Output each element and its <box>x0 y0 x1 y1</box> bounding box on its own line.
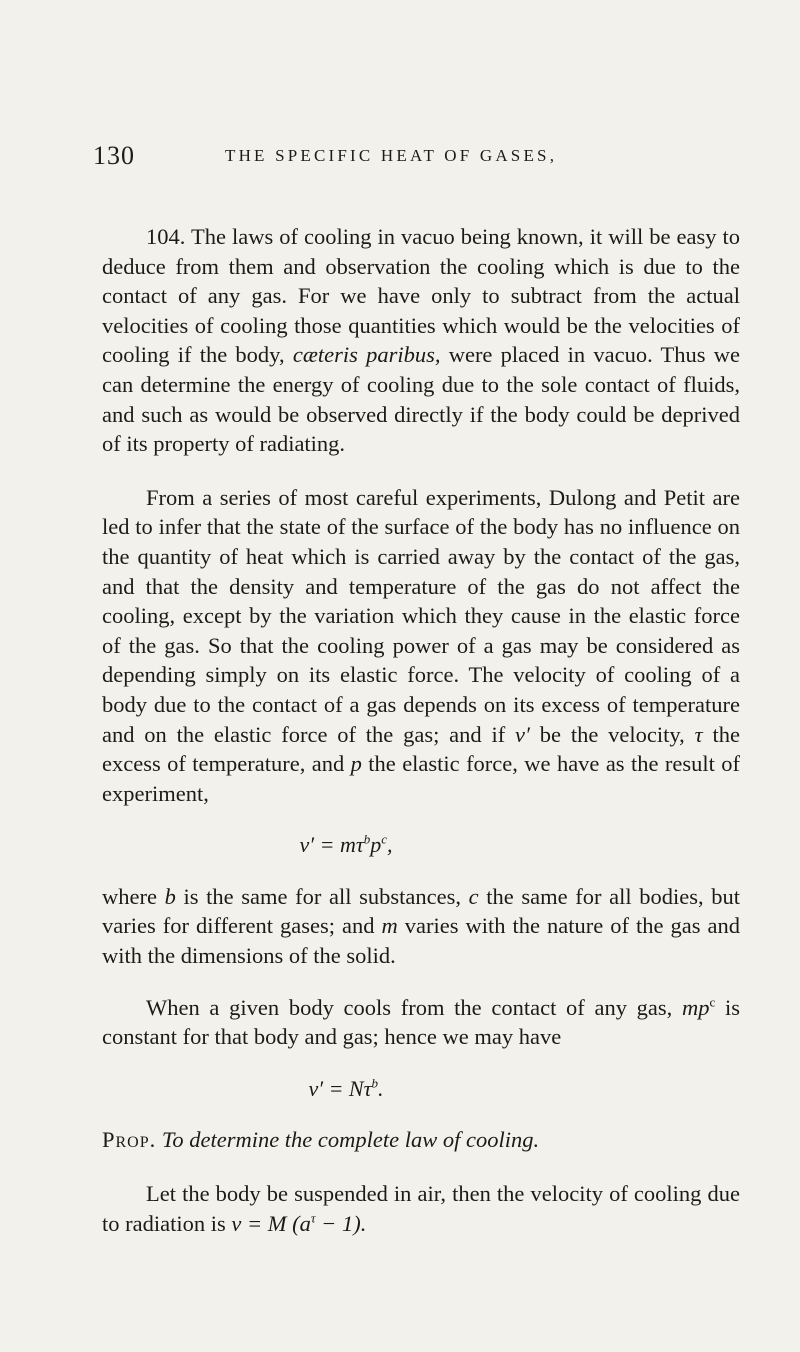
italic-phrase: cæteris paribus, <box>292 342 441 368</box>
text-run: be the velocity, <box>529 721 695 747</box>
paragraph-let-body: Let the body be suspended in air, then the velocity of cooling due to radiation is v = M $(a^\tau - 1)$. <box>102 1181 740 1236</box>
text-run: the excess of temperature, and <box>102 721 740 777</box>
equation-simplified: $v' = N\tau^b$. <box>308 1075 384 1101</box>
proposition-label: Prop. <box>102 1127 157 1153</box>
math-var: p <box>350 751 362 777</box>
text-run: From a series of most careful experiments, Dulong and Petit are led to infer that the state of the surface of the body has no influence on the quantity of heat which is carried away by the contact of the gas, and that the density and temperature of the gas do not affect the cooling, except by the variation which they cause in the elastic force of the gas. So that the cooling power of a gas may be considered as depending simply on its elastic force. The velocity of cooling of a body due to the contact of a gas depends on its excess of temperature and on the elastic force of the gas; and if <box>102 484 740 747</box>
text-run: the elastic force, we have as the result of experiment, <box>102 751 740 806</box>
text-run: 104. The laws of cooling in vacuo being known, it will be easy to deduce from them and observation the cooling which is due to the contact of any gas. For we have only to subtract from the actual velocities of cooling those quantities which would be the velocities of cooling if the body, <box>102 224 740 368</box>
paragraph-given-body: When a given body cools from the contact of any gas, $mp^c$ is constant for that body and gas; hence we may have <box>102 994 740 1050</box>
math-var: τ <box>694 721 703 747</box>
page-number: 130 <box>93 141 135 170</box>
running-head: THE SPECIFIC HEAT OF GASES, <box>225 146 558 165</box>
paragraph-104 <box>102 222 740 459</box>
paragraph-where: where b is the same for all substances, c the same for all bodies, but varies for different gases; and m varies with the nature of the gas and with the dimensions of the solid. <box>102 883 740 969</box>
equation-cooling-velocity: $v' = m\tau^bp^c$, <box>299 831 393 858</box>
proposition-text: To determine the complete law of cooling. <box>161 1127 540 1153</box>
text-run: were placed in vacuo. Thus we can determine the energy of cooling due to the sole contact of fluids, and such as would be observed directly if the body could be deprived of its property of radiating. <box>102 342 740 457</box>
page-body <box>102 222 740 1238</box>
math-var: v′ <box>515 721 530 747</box>
page-header <box>93 141 760 177</box>
paragraph-dulong-petit <box>102 483 740 809</box>
inline-equation: v = M (a <box>231 1210 311 1236</box>
proposition <box>102 1125 740 1155</box>
